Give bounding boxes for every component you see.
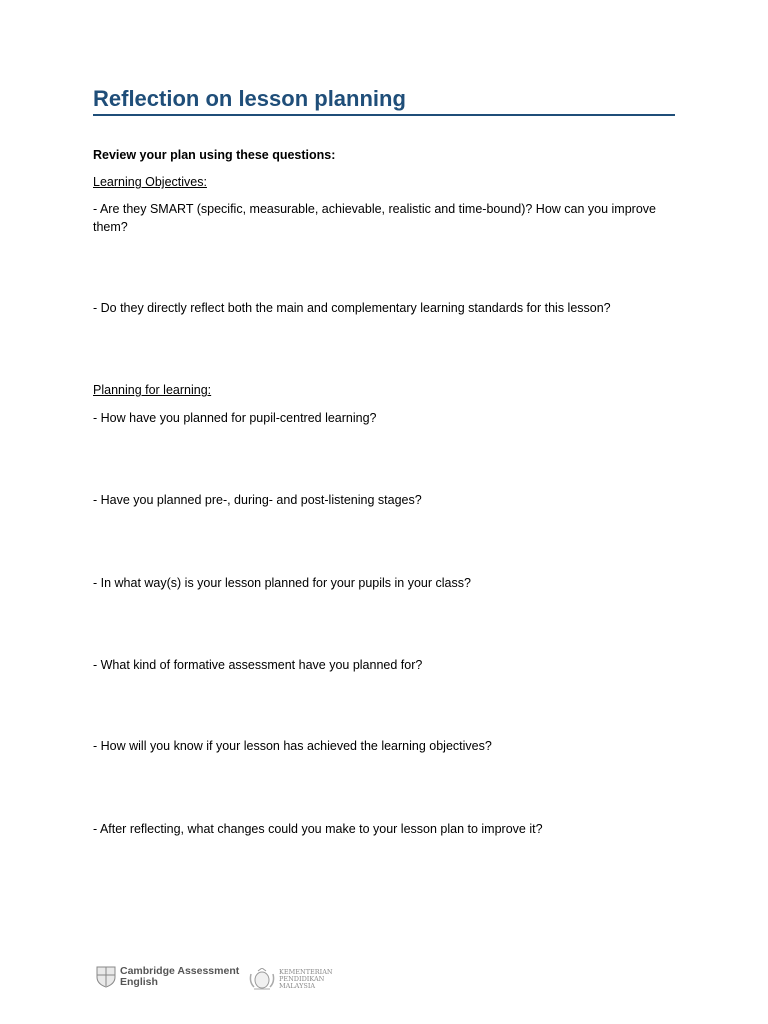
kpm-logo-line1: KEMENTERIAN xyxy=(279,967,333,976)
cambridge-logo-line1: Cambridge Assessment xyxy=(120,965,240,977)
section-heading-planning-for-learning: Planning for learning: xyxy=(93,383,212,397)
cambridge-logo xyxy=(96,966,239,988)
cambridge-shield-icon xyxy=(96,966,116,988)
question-listening-stages: - Have you planned pre-, during- and post-listening stages? xyxy=(93,493,422,507)
cambridge-logo-line2: English xyxy=(120,976,158,988)
question-learning-standards: - Do they directly reflect both the main and complementary learning standards for this lesson? xyxy=(93,301,611,315)
page-title: Reflection on lesson planning xyxy=(93,86,406,111)
question-pupils-in-class: - In what way(s) is your lesson planned for your pupils in your class? xyxy=(93,576,471,590)
title-underline xyxy=(93,114,675,116)
malaysia-crest-icon xyxy=(248,968,276,990)
question-pupil-centred: - How have you planned for pupil-centred learning? xyxy=(93,411,377,425)
intro-text: Review your plan using these questions: xyxy=(93,148,336,162)
kpm-logo xyxy=(248,968,333,990)
question-formative-assessment: - What kind of formative assessment have you planned for? xyxy=(93,658,423,672)
question-smart: - Are they SMART (specific, measurable, achievable, realistic and time-bound)? How can you improve them? xyxy=(93,202,656,234)
kpm-logo-line2: PENDIDIKAN xyxy=(279,974,325,983)
question-changes: - After reflecting, what changes could you make to your lesson plan to improve it? xyxy=(93,822,543,836)
section-heading-learning-objectives: Learning Objectives: xyxy=(93,175,207,189)
question-achieved-objectives: - How will you know if your lesson has achieved the learning objectives? xyxy=(93,739,492,753)
kpm-logo-line3: MALAYSIA xyxy=(279,981,316,990)
